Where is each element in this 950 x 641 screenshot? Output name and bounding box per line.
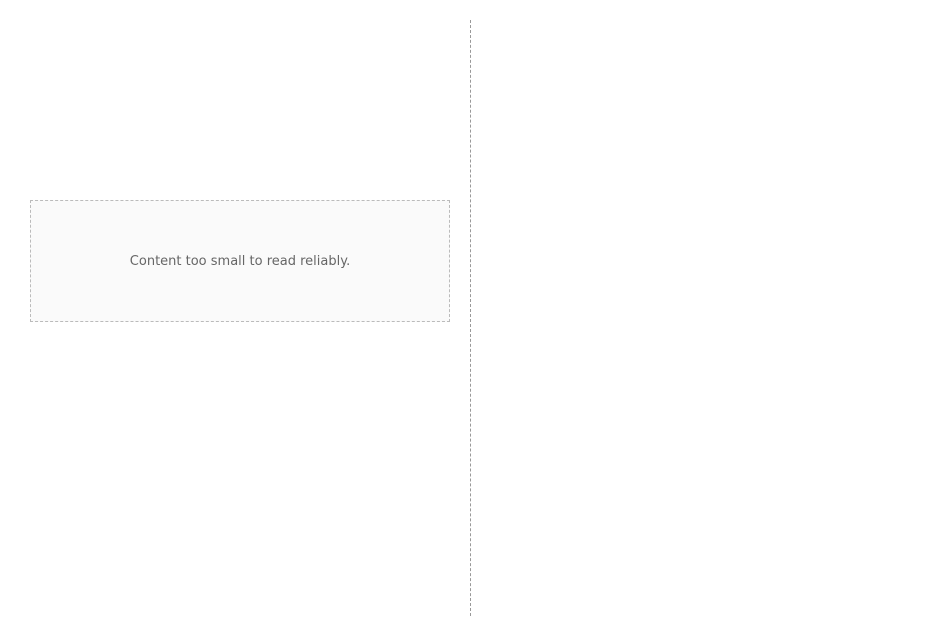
page-divider [470, 20, 471, 616]
left-page [0, 0, 470, 641]
unreadable-notice-left: Content too small to read reliably. [30, 200, 450, 322]
right-page [478, 0, 950, 641]
